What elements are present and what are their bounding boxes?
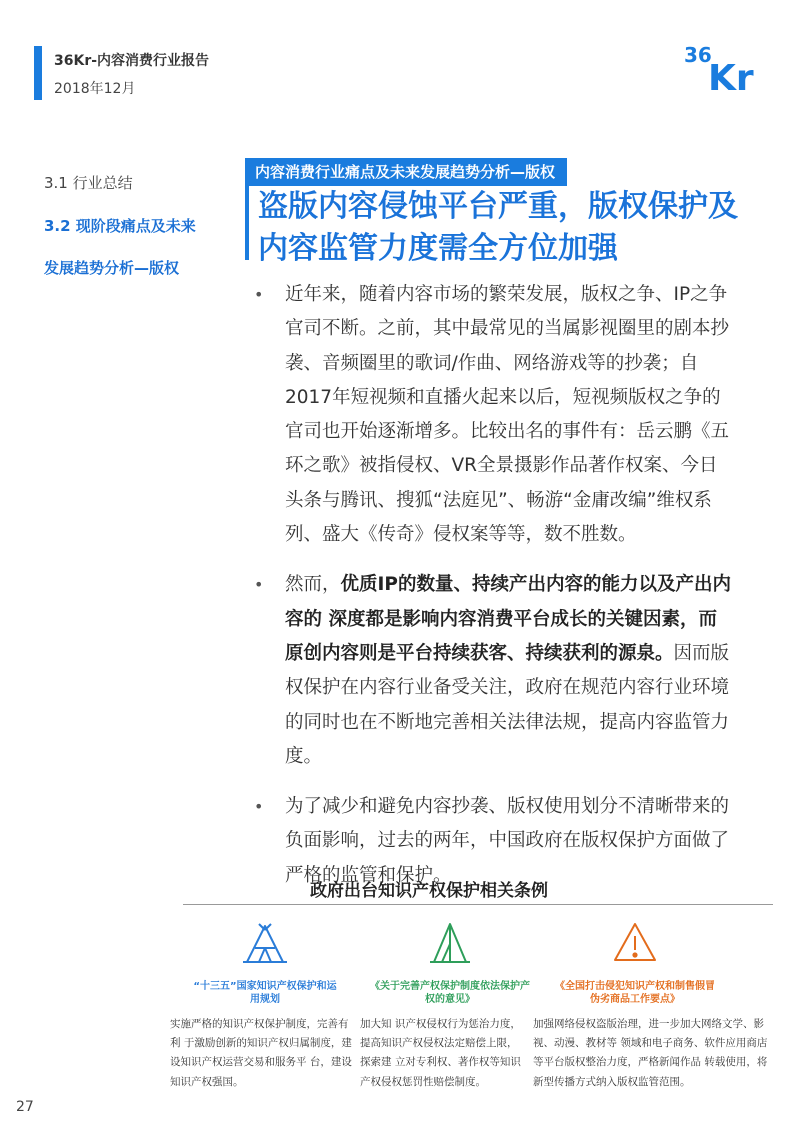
warning-icon [611, 918, 659, 966]
bullet-text: 近年来，随着内容市场的繁荣发展，版权之争、IP之争官司不断。之前，其中最常见的当属影视圈里的剧本抄袭、音频圈里的歌词/作曲、网络游戏等的抄袭；自2017年短视频和直播火起来以后，短视频版权之争的官司也开始逐渐增多。比较出名的事件有：岳云鹏《五环之歌》被指侵权、VR全景摄影作品著作权案、今日头条与腾讯、搜狐“法庭见”、畅游“金庸改编”维权系列、盛大《传奇》侵权案等等，数不胜数。 [285, 284, 730, 546]
bullet-dot-icon: • [254, 575, 264, 595]
bullet-dot-icon: • [254, 797, 264, 817]
nav-item-industry-summary[interactable]: 3.1 行业总结 [44, 174, 133, 192]
page-headline: 盗版内容侵蚀平台严重，版权保护及内容监管力度需全方位加强 [258, 189, 738, 266]
bullet-dot-icon: • [254, 285, 264, 304]
bullet-item [254, 568, 734, 774]
svg-text:36: 36 [684, 43, 712, 67]
bullet-text: 为了减少和避免内容抄袭、版权使用划分不清晰带来的负面影响，过去的两年，中国政府在版权保护方面做了严格的监管和保护。 [285, 796, 730, 886]
header-accent-bar [34, 46, 42, 100]
policy-section-title: 政府出台知识产权保护相关条例 [310, 881, 548, 901]
policy-card-text: 实施严格的知识产权保护制度，完善有利 于激励创新的知识产权归属制度，建设知识产权运营交易和服务平 台，建设知识产权强国。 [170, 1018, 352, 1088]
tent-icon [241, 918, 289, 966]
nav-item-pain-points-cont[interactable]: 发展趋势分析—版权 [44, 259, 180, 277]
policy-card-title: “十三五”国家知识产权保护和运用规划 [193, 981, 337, 1005]
svg-text:Kr: Kr [708, 58, 754, 96]
tent-icon [426, 918, 474, 966]
bullet-rest: 因而版权保护在内容行业备受关注，政府在规范内容行业环境的同时也在不断地完善相关法律法规，提高内容监管力度。 [285, 642, 730, 767]
bullet-emphasis: 优质IP的数量、持续产出内容的能力以及产出内容的 深度都是影响内容消费平台成长的关键因素，而原创内容则是平台持续获客、持续获利的源泉。 [285, 574, 731, 664]
section-tag: 内容消费行业痛点及未来发展趋势分析—版权 [245, 158, 567, 186]
policy-card-title: 《关于完善产权保护制度依法保护产权的意见》 [370, 981, 530, 1005]
brand-logo [684, 38, 766, 96]
policy-card-text: 加大知 识产权侵权行为惩治力度，提高知识产权侵权法定赔偿上限，探索建 立对专利权、著作权等知识产权侵权惩罚性赔偿制度。 [360, 1018, 521, 1088]
report-date: 2018年12月 [54, 81, 136, 97]
divider [183, 904, 773, 905]
bullet-item [254, 278, 734, 552]
bullet-lead: 然而， [285, 574, 341, 596]
policy-card-title: 《全国打击侵犯知识产权和制售假冒伪劣商品工作要点》 [555, 981, 715, 1005]
bullet-list [254, 278, 734, 909]
policy-card-text: 加强网络侵权盗版治理，进一步加大网络文学、影视、动漫、教材等 领域和电子商务、软件应用商店等平台版权整治力度，严格新闻作品 转载使用，将新型传播方式纳入版权监管范围。 [533, 1018, 768, 1088]
report-title: 36Kr-内容消费行业报告 [54, 53, 210, 69]
nav-item-pain-points[interactable]: 3.2 现阶段痛点及未来 [44, 217, 196, 235]
page-number: 27 [16, 1099, 34, 1115]
section-accent-line [245, 182, 249, 260]
